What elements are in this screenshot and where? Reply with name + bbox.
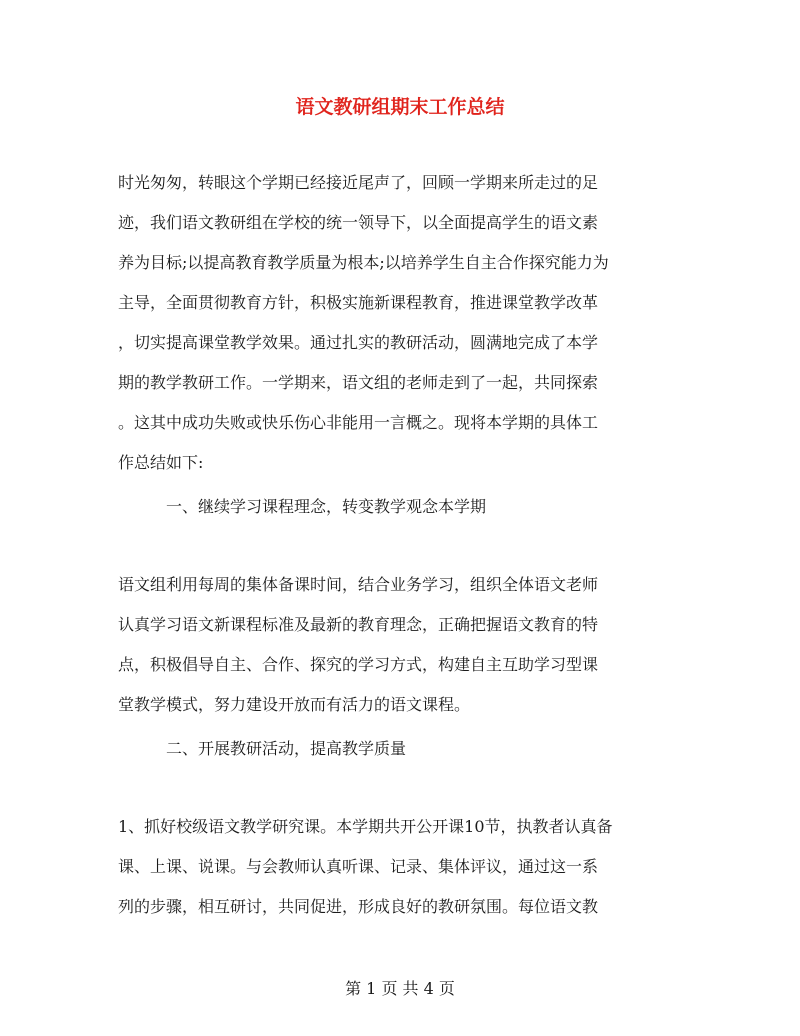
paragraph2-line-4: 堂教学模式，努力建设开放而有活力的语文课程。 [118,695,471,714]
paragraph1-line-1: 时光匆匆，转眼这个学期已经接近尾声了，回顾一学期来所走过的足 [118,173,599,192]
paragraph1-line-7: 。这其中成功失败或快乐伤心非能用一言概之。现将本学期的具体工 [118,413,599,432]
paragraph2-line-2: 认真学习语文新课程标准及最新的教育理念，正确把握语文教育的特 [118,615,599,634]
paragraph1-line-2: 迹，我们语文教研组在学校的统一领导下，以全面提高学生的语文素 [118,213,599,232]
paragraph2-line-1: 语文组利用每周的集体备课时间，结合业务学习，组织全体语文老师 [118,575,599,594]
paragraph1-line-5: ，切实提高课堂教学效果。通过扎实的教研活动，圆满地完成了本学 [118,333,599,352]
paragraph3-line-3: 列的步骤，相互研讨，共同促进，形成良好的教研氛围。每位语文教 [118,897,599,916]
paragraph3-line-1: 1、抓好校级语文教学研究课。本学期共开公开课10节，执教者认真备 [118,817,613,836]
paragraph1-line-8: 作总结如下: [118,453,204,472]
paragraph1-line-4: 主导，全面贯彻教育方针，积极实施新课程教育，推进课堂教学改革 [118,293,599,312]
paragraph3-line-2: 课、上课、说课。与会教师认真听课、记录、集体评议，通过这一系 [118,857,599,876]
page-number-footer: 第 1 页 共 4 页 [345,979,455,998]
document-title: 语文教研组期末工作总结 [295,96,505,118]
section-heading-1: 一、继续学习课程理念，转变教学观念本学期 [166,497,487,516]
paragraph1-line-3: 养为目标;以提高教育教学质量为根本;以培养学生自主合作探究能力为 [118,253,609,272]
paragraph1-line-6: 期的教学教研工作。一学期来，语文组的老师走到了一起，共同探索 [118,373,599,392]
section-heading-2: 二、开展教研活动，提高教学质量 [166,739,407,758]
paragraph2-line-3: 点，积极倡导自主、合作、探究的学习方式，构建自主互助学习型课 [118,655,599,674]
